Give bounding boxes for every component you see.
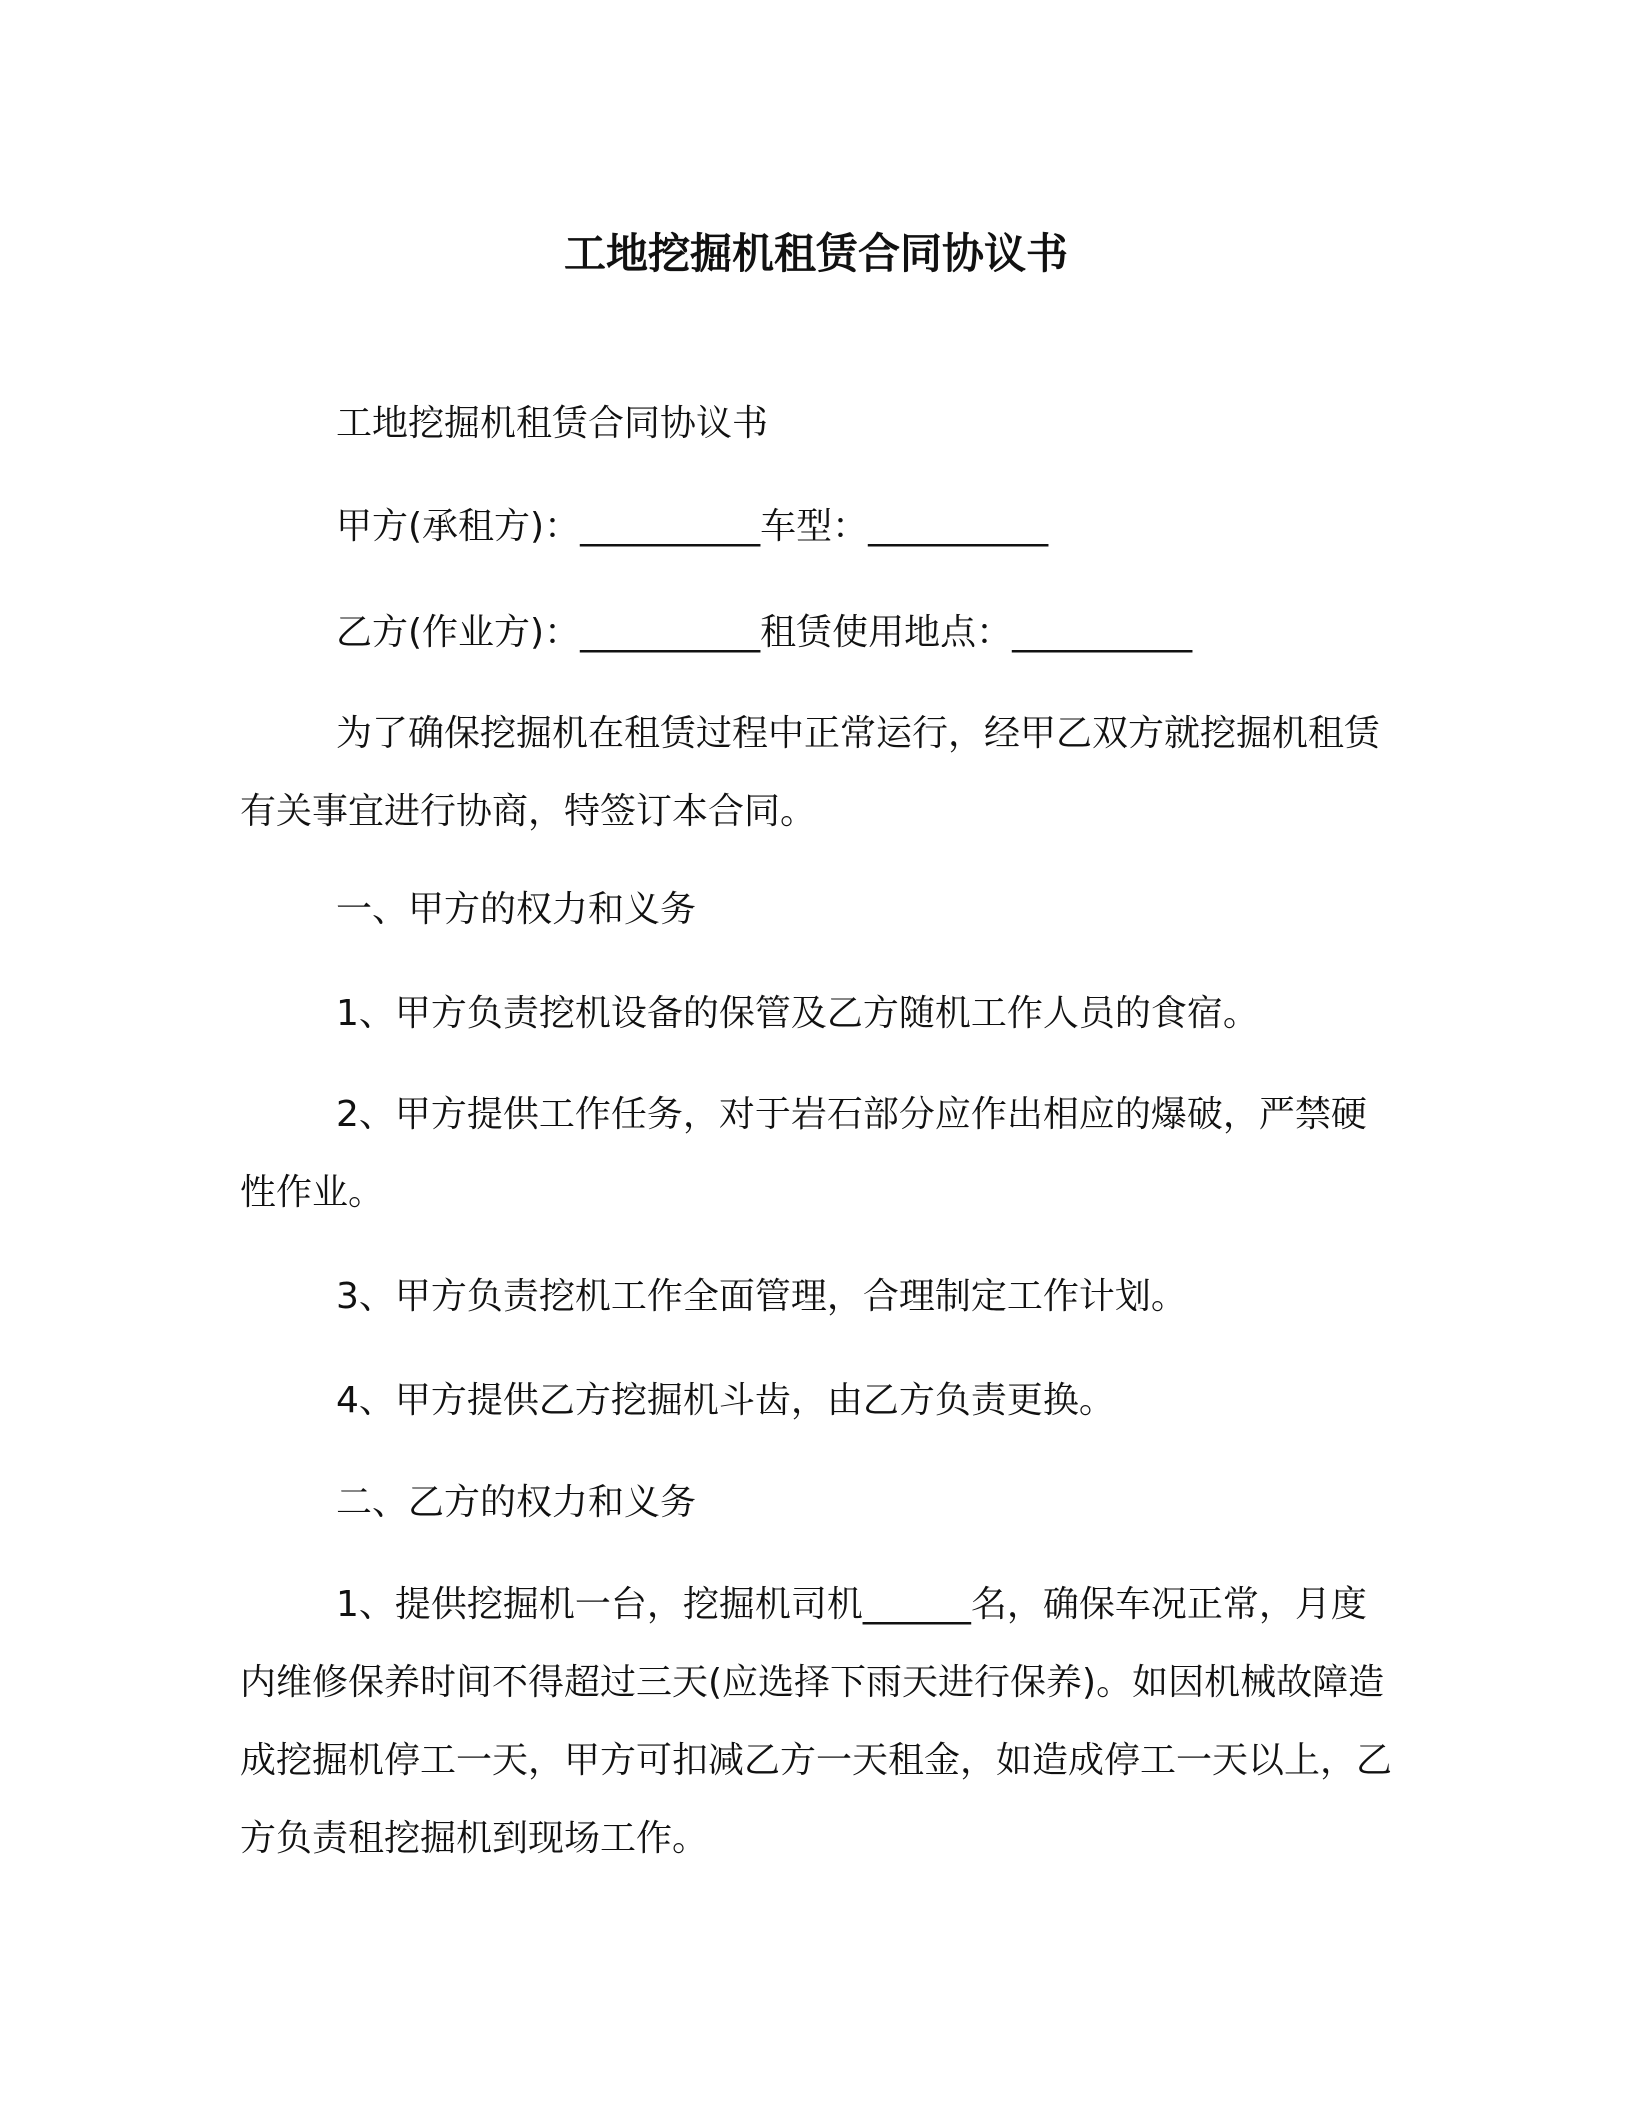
party-a-line: 甲方(承租方)：__________车型：__________ [336,506,1049,547]
section-2-heading: 二、乙方的权力和义务 [336,1482,697,1523]
section-1-item-1: 1、甲方负责挖机设备的保管及乙方随机工作人员的食宿。 [336,993,1259,1034]
intro-paragraph: 为了确保挖掘机在租赁过程中正常运行，经甲乙双方就挖掘机租赁有关事宜进行协商，特签订本合同。 [240,713,1381,832]
section-1-item-3: 3、甲方负责挖机工作全面管理，合理制定工作计划。 [336,1276,1187,1317]
section-2-item-1: 1、提供挖掘机一台，挖掘机司机______名，确保车况正常，月度内维修保养时间不得超过三天(应选择下雨天进行保养)。如因机械故障造成挖掘机停工一天，甲方可扣减乙方一天租金，如造成停工一天以上，乙方负责租挖掘机到现场工作。 [240,1584,1393,1859]
party-b-line: 乙方(作业方)：__________租赁使用地点：__________ [336,612,1193,653]
section-1-heading: 一、甲方的权力和义务 [336,889,697,930]
document-subtitle: 工地挖掘机租赁合同协议书 [336,403,769,444]
section-1-item-2: 2、甲方提供工作任务，对于岩石部分应作出相应的爆破，严禁硬性作业。 [240,1094,1367,1213]
document-title: 工地挖掘机租赁合同协议书 [563,229,1068,278]
section-1-item-4: 4、甲方提供乙方挖掘机斗齿，由乙方负责更换。 [336,1380,1115,1421]
